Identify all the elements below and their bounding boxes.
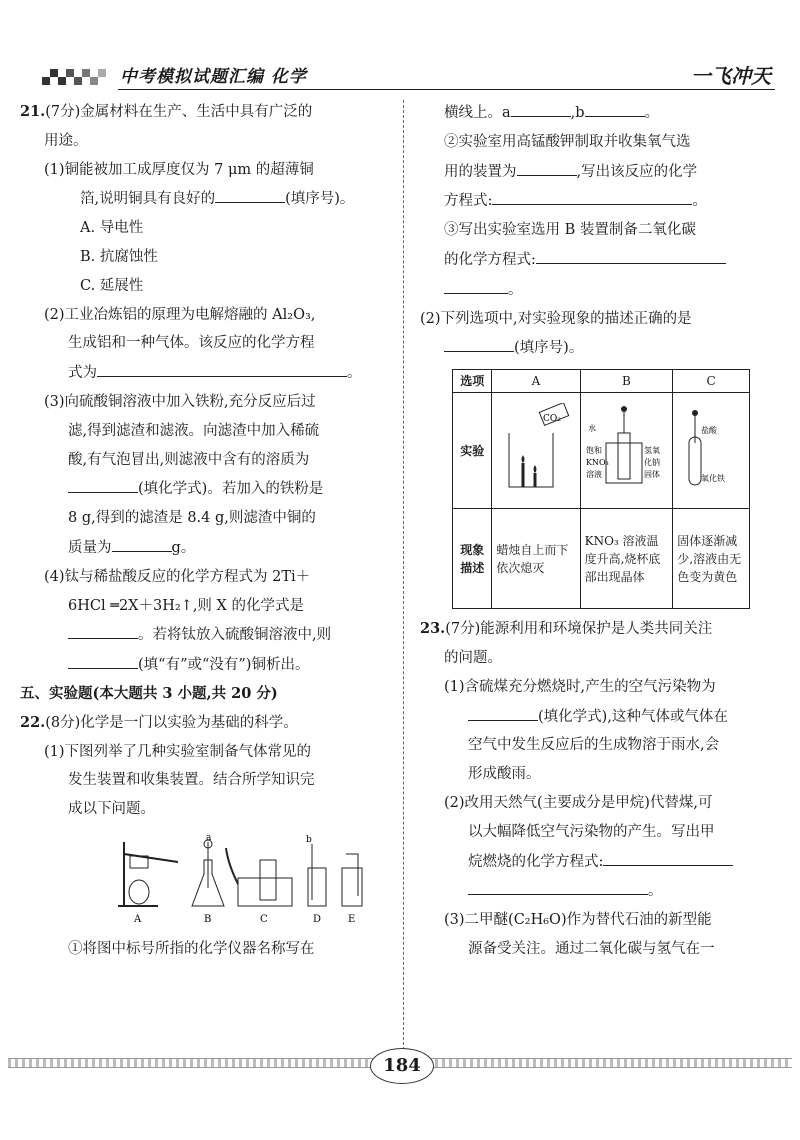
left-line	[20, 329, 400, 358]
right-line	[420, 98, 750, 128]
left-line	[20, 620, 400, 650]
right-line	[420, 615, 750, 644]
answer-blank[interactable]	[215, 184, 285, 203]
line-text-after: 。	[508, 281, 523, 298]
line-text: (1)下图列举了几种实验室制备气体常见的	[44, 743, 312, 760]
line-text-after: (填化学式)。若加入的铁粉是	[138, 481, 324, 498]
experiment-b-figure	[580, 393, 673, 509]
answer-blank[interactable]	[97, 358, 347, 377]
page-header	[30, 58, 775, 94]
left-line	[20, 533, 400, 563]
line-text: (2)工业冶炼铝的原理为电解熔融的 Al₂O₃,	[44, 306, 316, 323]
line-text: 8 g,得到的滤渣是 8.4 g,则滤渣中铜的	[68, 510, 316, 527]
left-line	[20, 680, 400, 709]
line-text-after: 。若将钛放入硫酸铜溶液中,则	[138, 627, 332, 644]
right-text-top	[420, 98, 750, 363]
answer-blank[interactable]	[68, 474, 138, 493]
left-line	[20, 563, 400, 592]
answer-blank[interactable]	[511, 98, 571, 117]
right-column	[420, 98, 750, 964]
svg-text:CO₂: CO₂	[543, 414, 561, 425]
line-text: 箔,说明铜具有良好的	[80, 191, 216, 208]
answer-blank[interactable]	[492, 186, 692, 205]
line-text: C. 延展性	[80, 277, 144, 294]
line-text: (7分)金属材料在生产、生活中具有广泛的	[45, 104, 313, 120]
experiment-table	[452, 369, 750, 609]
answer-blank[interactable]	[603, 847, 733, 866]
right-line	[420, 275, 750, 305]
answer-blank[interactable]	[68, 620, 138, 639]
figure-label: 溶液	[586, 470, 603, 480]
experiment-a-figure	[492, 393, 580, 509]
line-text: 方程式:	[444, 193, 493, 210]
right-line	[420, 216, 750, 245]
figure-label: 水	[588, 424, 597, 434]
right-line	[420, 644, 750, 673]
line-text: (8分)化学是一门以实验为基础的科学。	[45, 714, 298, 731]
answer-blank[interactable]	[112, 533, 172, 552]
right-line	[420, 333, 750, 363]
line-text: B. 抗腐蚀性	[80, 248, 158, 265]
right-line	[420, 245, 750, 275]
line-text-after: (填化学式),这种气体或气体在	[538, 708, 728, 725]
line-text: 的化学方程式:	[444, 251, 536, 268]
right-line	[420, 789, 750, 818]
line-text-after: ,写出该反应的化学	[576, 163, 698, 180]
description-c: 固体逐渐减少,溶液由无色变为黄色	[673, 509, 750, 609]
brand-logo: 一飞冲天	[691, 64, 771, 88]
right-line	[420, 731, 750, 760]
left-line	[20, 738, 400, 767]
line-text-after: g。	[171, 539, 196, 556]
line-text: (2)下列选项中,对实验现象的描述正确的是	[420, 310, 692, 327]
book-title: 中考模拟试题汇编 化学	[120, 67, 307, 87]
figure-label: A	[134, 913, 142, 924]
figure-label: 氢氧	[644, 446, 661, 456]
right-line	[420, 305, 750, 334]
figure-label: B	[204, 913, 212, 924]
left-line	[20, 709, 400, 738]
line-text-after: (填序号)。	[285, 191, 355, 208]
line-text: 滤,得到滤渣和滤液。向滤渣中加入稀硫	[68, 422, 320, 439]
svg-text:a: a	[206, 833, 212, 843]
line-text: 质量为	[68, 539, 112, 556]
line-text: 用途。	[44, 132, 88, 149]
left-line	[20, 650, 400, 680]
line-text: 成以下问题。	[68, 801, 155, 818]
line-text: 式为	[68, 365, 97, 382]
left-line	[20, 184, 400, 214]
question-22-item-1: ①将图中标号所指的化学仪器名称写在	[68, 940, 315, 957]
line-text: 以大幅降低空气污染物的产生。写出甲	[468, 823, 715, 840]
answer-blank[interactable]	[536, 245, 726, 264]
right-line	[420, 128, 750, 157]
left-line	[20, 358, 400, 388]
right-line	[420, 186, 750, 216]
question-number: 23.	[420, 620, 446, 638]
left-line	[20, 243, 400, 272]
right-line	[420, 847, 750, 877]
line-text-after: (填序号)。	[514, 340, 584, 357]
left-line	[20, 474, 400, 504]
right-line	[420, 876, 750, 906]
table-head-a: A	[492, 370, 580, 393]
figure-label: E	[348, 913, 356, 924]
right-line	[420, 673, 750, 702]
line-text: 发生装置和收集装置。结合所学知识完	[68, 772, 315, 789]
left-line	[20, 156, 400, 185]
left-line	[20, 127, 400, 156]
page-number: 184	[370, 1048, 434, 1084]
right-line	[420, 906, 750, 935]
line-text: 横线上。a	[444, 105, 511, 121]
line-text-after: ,b	[570, 105, 585, 121]
figure-label: 固体	[644, 470, 661, 480]
left-line	[20, 388, 400, 417]
left-line	[20, 417, 400, 446]
right-line	[420, 157, 750, 187]
table-row-description: 现象描述	[453, 509, 492, 609]
line-text-after: 。	[692, 193, 707, 210]
description-a: 蜡烛自上而下依次熄灭	[492, 509, 580, 609]
line-text: 空气中发生反应后的生成物溶于雨水,会	[468, 737, 720, 754]
figure-label: 饱和	[586, 446, 603, 456]
question-number: 22.	[20, 713, 46, 731]
table-head-b: B	[580, 370, 673, 393]
question-number: 21.	[20, 103, 46, 120]
line-text: 形成酸雨。	[468, 766, 541, 783]
answer-blank[interactable]	[468, 876, 648, 895]
figure-label: D	[313, 913, 322, 924]
right-text-bottom	[420, 615, 750, 964]
line-text: 五、实验题(本大题共 3 小题,共 20 分)	[20, 684, 278, 702]
page-footer	[0, 1052, 800, 1092]
figure-label: 化钠	[644, 458, 661, 468]
answer-blank[interactable]	[444, 275, 508, 294]
line-text: (7分)能源利用和环境保护是人类共同关注	[445, 621, 713, 638]
figure-label: 盐酸	[701, 426, 718, 436]
figure-label: KNO₃	[586, 458, 610, 468]
line-text-after: (填“有”或“没有”)铜析出。	[138, 657, 310, 674]
left-line	[20, 214, 400, 243]
right-line	[420, 935, 750, 964]
line-text: (1)含硫煤充分燃烧时,产生的空气污染物为	[444, 678, 716, 695]
line-text: (2)改用天然气(主要成分是甲烷)代替煤,可	[444, 794, 713, 811]
figure-label: 氧化铁	[701, 474, 726, 484]
line-text: (4)钛与稀盐酸反应的化学方程式为 2Ti＋	[44, 568, 311, 585]
left-line	[20, 795, 400, 824]
left-line	[20, 301, 400, 330]
line-text: ③写出实验室选用 B 装置制备二氧化碳	[444, 222, 696, 239]
apparatus-figure	[108, 834, 378, 924]
left-line	[20, 272, 400, 301]
line-text: A. 导电性	[80, 220, 144, 237]
left-text	[20, 98, 400, 824]
left-column	[20, 98, 400, 964]
table-head-option: 选项	[453, 370, 492, 393]
line-text: (1)铜能被加工成厚度仅为 7 μm 的超薄铜	[44, 161, 314, 178]
line-text: ②实验室用高锰酸钾制取并收集氧气选	[444, 133, 691, 150]
left-line	[20, 766, 400, 795]
svg-text:b: b	[306, 834, 312, 845]
line-text: (3)向硫酸铜溶液中加入铁粉,充分反应后过	[44, 393, 316, 410]
answer-blank[interactable]	[517, 157, 577, 176]
line-text: 6HCl ═2X＋3H₂↑,则 X 的化学式是	[68, 597, 304, 614]
line-text: 烷燃烧的化学方程式:	[468, 853, 604, 870]
description-b: KNO₃ 溶液温度升高,烧杯底部出现晶体	[580, 509, 673, 609]
header-rule	[118, 89, 775, 90]
line-text-after: 。	[347, 365, 362, 382]
line-text: (3)二甲醚(C₂H₆O)作为替代石油的新型能	[444, 912, 712, 929]
table-head-c: C	[673, 370, 750, 393]
line-text: 的问题。	[444, 649, 502, 666]
experiment-c-figure	[673, 393, 750, 509]
line-text: 酸,有气泡冒出,则滤液中含有的溶质为	[68, 451, 310, 468]
answer-blank[interactable]	[444, 333, 514, 352]
figure-label: C	[260, 913, 268, 924]
column-divider	[403, 100, 404, 1050]
right-line	[420, 702, 750, 732]
left-line	[20, 592, 400, 621]
right-line	[420, 818, 750, 847]
left-line	[20, 98, 400, 127]
line-text: 源备受关注。通过二氧化碳与氢气在一	[468, 940, 715, 957]
line-text: 生成铝和一种气体。该反应的化学方程	[68, 335, 315, 352]
checker-pattern-icon	[42, 64, 106, 90]
line-text-after: 。	[648, 883, 663, 900]
answer-blank[interactable]	[585, 98, 645, 117]
left-line	[20, 446, 400, 475]
line-text-after: 。	[644, 105, 660, 121]
line-text: 用的装置为	[444, 163, 517, 180]
left-line	[20, 504, 400, 533]
answer-blank[interactable]	[468, 702, 538, 721]
right-line	[420, 760, 750, 789]
answer-blank[interactable]	[68, 650, 138, 669]
table-row-experiment: 实验	[453, 393, 492, 509]
